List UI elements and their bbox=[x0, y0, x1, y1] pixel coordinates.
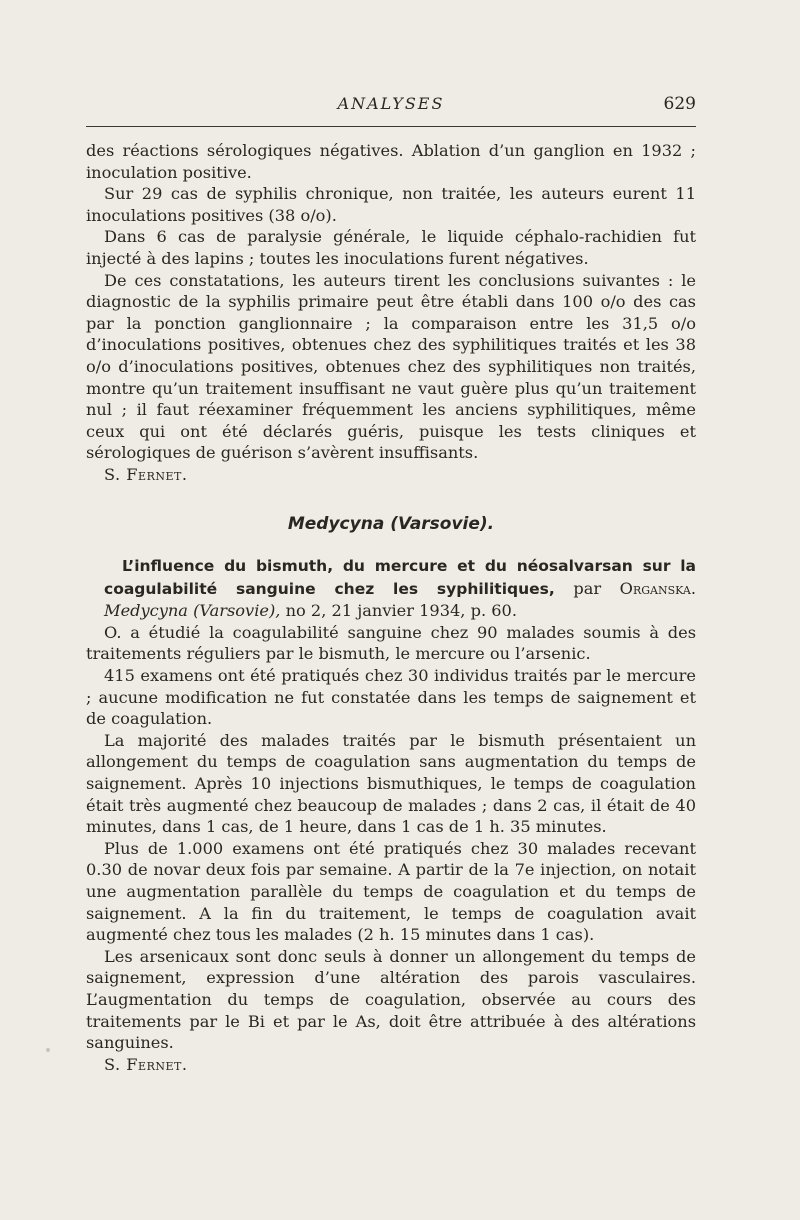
article-author: Organska. bbox=[619, 578, 696, 598]
paragraph: des réactions sérologiques négatives. Ablation d’un ganglion en 1932 ; inoculation positive. bbox=[86, 141, 696, 182]
page-header bbox=[86, 92, 696, 116]
signature: S. Fernet. bbox=[104, 464, 188, 484]
article-journal: Medycyna (Varsovie), bbox=[104, 601, 281, 621]
paragraph: Les arsenicaux sont donc seuls à donner un allongement du temps de saignement, expression d’une altération des parois vasculaires. L’augmentation du temps de coagulation, observée au cours des traitements par le Bi et par le As, doit être attribuée à des altérations sanguines. bbox=[86, 946, 696, 1053]
paragraph: Sur 29 cas de syphilis chronique, non traitée, les auteurs eurent 11 inoculations positives (38 o/o). bbox=[86, 184, 696, 225]
article-reference: no 2, 21 janvier 1934, p. 60. bbox=[285, 601, 517, 621]
paper-speck bbox=[46, 1048, 50, 1052]
body-text bbox=[86, 140, 696, 1075]
article-title-text: L’influence du bismuth, du mercure et du néosalvarsan sur la coagulabilité sanguine chez les syphilitiques, bbox=[104, 557, 696, 598]
article-by: par bbox=[573, 578, 602, 598]
paragraph: O. a étudié la coagulabilité sanguine chez 90 malades soumis à des traitements réguliers par le bismuth, le mercure ou l’arsenic. bbox=[86, 622, 696, 664]
signature: S. Fernet. bbox=[104, 1054, 188, 1074]
paragraph: Dans 6 cas de paralysie générale, le liquide céphalo-rachidien fut injecté à des lapins ; toutes les inoculations furent négatives. bbox=[86, 227, 696, 268]
paragraph: La majorité des malades traités par le bismuth présentaient un allongement du temps de coagulation sans augmentation du temps de saignement. Après 10 injections bismuthiques, le temps de coagulation était très augmenté chez beaucoup de malades ; dans 2 cas, il était de 40 minutes, dans 1 cas, de 1 heure, dans 1 cas de 1 h. 35 minutes. bbox=[86, 730, 696, 837]
header-rule bbox=[86, 126, 696, 127]
running-head: ANALYSES bbox=[337, 94, 445, 113]
page-number: 629 bbox=[663, 94, 696, 114]
article-title bbox=[86, 555, 696, 622]
section-heading: Medycyna (Varsovie). bbox=[287, 513, 495, 534]
paragraph: Plus de 1.000 examens ont été pratiqués chez 30 malades recevant 0.30 de novar deux fois par semaine. A partir de la 7e injection, on notait une augmentation parallèle du temps de coagulation et du temps de saignement. A la fin du traitement, le temps de coagulation avait augmenté chez tous les malades (2 h. 15 minutes dans 1 cas). bbox=[86, 838, 696, 945]
paragraph: 415 examens ont été pratiqués chez 30 individus traités par le mercure ; aucune modification ne fut constatée dans les temps de saignement et de coagulation. bbox=[86, 666, 696, 729]
paragraph: De ces constatations, les auteurs tirent les conclusions suivantes : le diagnostic de la syphilis primaire peut être établi dans 100 o/o des cas par la ponction ganglionnaire ; la comparaison entre les 31,5 o/o d’inoculations positives, obtenues chez des syphilitiques traités et les 38 o/o d’inoculations positives, obtenues chez des syphilitiques non traités, montre qu’un traitement insuffisant ne vaut guère plus qu’un traitement nul ; il faut réexaminer fréquemment les anciens syphilitiques, même ceux qui ont été déclarés guéris, puisque les tests cliniques et sérologiques de guérison s’avèrent insuffisants. bbox=[86, 270, 696, 463]
